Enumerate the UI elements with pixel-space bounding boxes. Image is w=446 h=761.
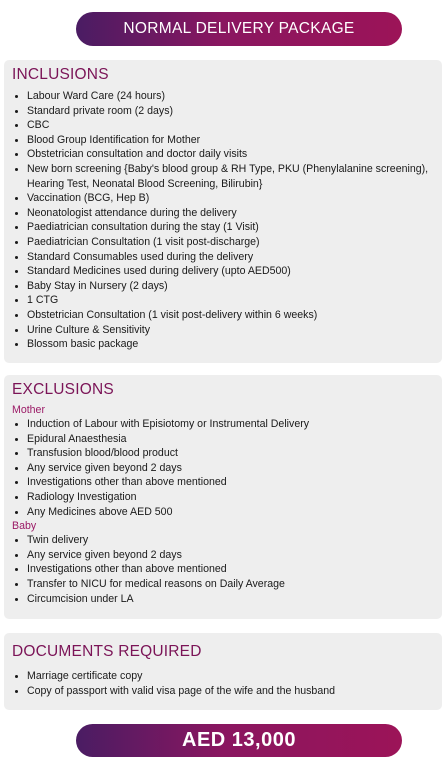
package-title: NORMAL DELIVERY PACKAGE [123, 20, 355, 37]
exclusions-panel [4, 375, 442, 619]
list-item: Obstetrician consultation and doctor daily visits [12, 147, 442, 162]
list-item: Induction of Labour with Episiotomy or Instrumental Delivery [12, 417, 442, 432]
baby-subheading: Baby [12, 520, 37, 533]
list-item: Any service given beyond 2 days [12, 548, 442, 563]
list-item: New born screening {Baby's blood group & RH Type, PKU (Phenylalanine screening), Hearing Test, Neonatal Blood Screening, Bilirubin} [12, 162, 442, 191]
list-item: Standard private room (2 days) [12, 104, 442, 119]
inclusions-list [12, 89, 442, 352]
list-item: Neonatologist attendance during the delivery [12, 206, 442, 221]
list-item: Standard Consumables used during the delivery [12, 250, 442, 265]
package-price: AED 13,000 [182, 729, 296, 751]
documents-heading: DOCUMENTS REQUIRED [12, 643, 202, 660]
list-item: Labour Ward Care (24 hours) [12, 89, 442, 104]
list-item: Paediatrician Consultation (1 visit post-discharge) [12, 235, 442, 250]
list-item: Urine Culture & Sensitivity [12, 323, 442, 338]
list-item: Transfusion blood/blood product [12, 446, 442, 461]
documents-panel [4, 633, 442, 710]
mother-subheading: Mother [12, 404, 45, 416]
list-item: Any service given beyond 2 days [12, 461, 442, 476]
list-item: Standard Medicines used during delivery (upto AED500) [12, 264, 442, 279]
list-item: Blood Group Identification for Mother [12, 133, 442, 148]
list-item: Radiology Investigation [12, 490, 442, 505]
mother-exclusions-list [12, 417, 442, 519]
list-item: CBC [12, 118, 442, 133]
baby-exclusions-list [12, 533, 442, 606]
documents-list [12, 669, 442, 698]
list-item: Copy of passport with valid visa page of the wife and the husband [12, 684, 442, 699]
list-item: Investigations other than above mentioned [12, 475, 442, 490]
list-item: Baby Stay in Nursery (2 days) [12, 279, 442, 294]
list-item: Any Medicines above AED 500 [12, 505, 442, 520]
list-item: Paediatrician consultation during the stay (1 Visit) [12, 220, 442, 235]
price-banner [76, 724, 402, 757]
list-item: Epidural Anaesthesia [12, 432, 442, 447]
list-item: Transfer to NICU for medical reasons on Daily Average [12, 577, 442, 592]
exclusions-heading: EXCLUSIONS [12, 381, 114, 398]
package-title-banner [76, 12, 402, 46]
inclusions-heading: INCLUSIONS [12, 66, 109, 83]
list-item: Investigations other than above mentioned [12, 562, 442, 577]
list-item: Circumcision under LA [12, 592, 442, 607]
list-item: Vaccination (BCG, Hep B) [12, 191, 442, 206]
list-item: Twin delivery [12, 533, 442, 548]
list-item: Marriage certificate copy [12, 669, 442, 684]
list-item: 1 CTG [12, 293, 442, 308]
list-item: Blossom basic package [12, 337, 442, 352]
inclusions-panel [4, 60, 442, 363]
list-item: Obstetrician Consultation (1 visit post-delivery within 6 weeks) [12, 308, 442, 323]
